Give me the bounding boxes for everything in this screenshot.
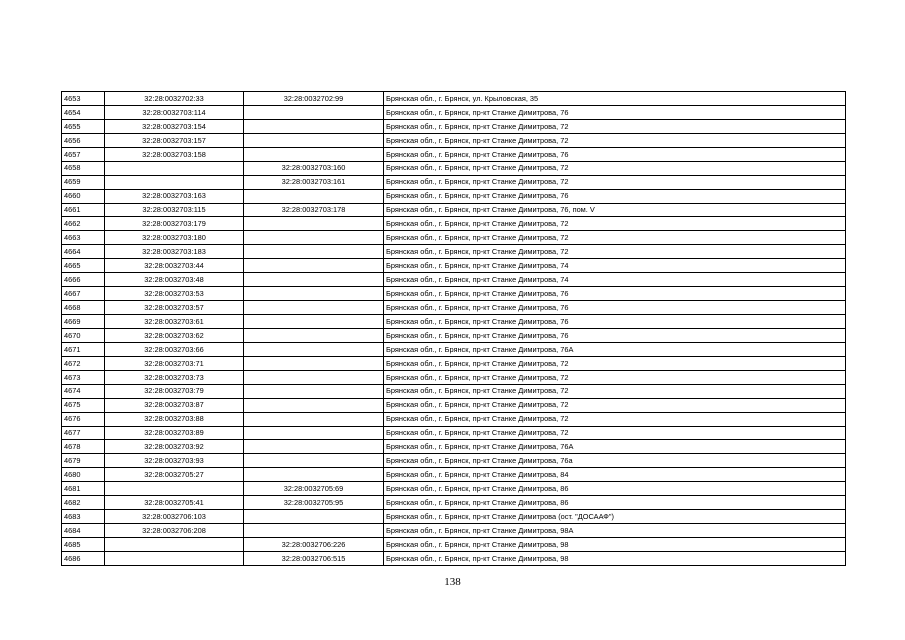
cadastral-number-cell: 32:28:0032705:95 <box>244 496 384 510</box>
cadastral-number-cell <box>244 342 384 356</box>
row-number-cell: 4662 <box>62 217 105 231</box>
address-cell: Брянская обл., г. Брянск, пр-кт Станке Димитрова, 72 <box>384 356 846 370</box>
row-number-cell: 4676 <box>62 412 105 426</box>
row-number-cell: 4685 <box>62 538 105 552</box>
address-cell: Брянская обл., г. Брянск, пр-кт Станке Димитрова, 84 <box>384 468 846 482</box>
address-cell: Брянская обл., г. Брянск, пр-кт Станке Димитрова, 86 <box>384 482 846 496</box>
address-cell: Брянская обл., г. Брянск, ул. Крыловская, 35 <box>384 92 846 106</box>
cadastral-number-cell <box>244 356 384 370</box>
cadastral-number-cell: 32:28:0032703:66 <box>105 342 244 356</box>
page-number: 138 <box>444 576 461 588</box>
cadastral-number-cell <box>244 524 384 538</box>
table-row <box>62 538 846 552</box>
cadastral-number-cell <box>244 398 384 412</box>
address-cell: Брянская обл., г. Брянск, пр-кт Станке Димитрова, 72 <box>384 231 846 245</box>
row-number-cell: 4664 <box>62 245 105 259</box>
row-number-cell: 4656 <box>62 133 105 147</box>
cadastral-table <box>61 91 846 566</box>
cadastral-number-cell: 32:28:0032703:158 <box>105 147 244 161</box>
cadastral-number-cell: 32:28:0032703:92 <box>105 440 244 454</box>
address-cell: Брянская обл., г. Брянск, пр-кт Станке Димитрова, 72 <box>384 217 846 231</box>
address-cell: Брянская обл., г. Брянск, пр-кт Станке Димитрова, 72 <box>384 370 846 384</box>
row-number-cell: 4679 <box>62 454 105 468</box>
cadastral-number-cell <box>244 301 384 315</box>
address-cell: Брянская обл., г. Брянск, пр-кт Станке Димитрова, 76 <box>384 105 846 119</box>
cadastral-number-cell: 32:28:0032703:73 <box>105 370 244 384</box>
address-cell: Брянская обл., г. Брянск, пр-кт Станке Димитрова, 74 <box>384 273 846 287</box>
row-number-cell: 4663 <box>62 231 105 245</box>
cadastral-number-cell <box>244 510 384 524</box>
cadastral-number-cell: 32:28:0032703:114 <box>105 105 244 119</box>
cadastral-number-cell: 32:28:0032703:178 <box>244 203 384 217</box>
table-row <box>62 524 846 538</box>
cadastral-number-cell <box>244 315 384 329</box>
table-row <box>62 92 846 106</box>
cadastral-number-cell: 32:28:0032702:33 <box>105 92 244 106</box>
address-cell: Брянская обл., г. Брянск, пр-кт Станке Димитрова, 86 <box>384 496 846 510</box>
row-number-cell: 4659 <box>62 175 105 189</box>
cadastral-number-cell <box>244 287 384 301</box>
cadastral-number-cell <box>244 245 384 259</box>
cadastral-number-cell <box>244 412 384 426</box>
address-cell: Брянская обл., г. Брянск, пр-кт Станке Димитрова, 76 <box>384 147 846 161</box>
address-cell: Брянская обл., г. Брянск, пр-кт Станке Димитрова, 76 <box>384 328 846 342</box>
table-row <box>62 440 846 454</box>
table-row <box>62 384 846 398</box>
row-number-cell: 4681 <box>62 482 105 496</box>
cadastral-number-cell: 32:28:0032703:87 <box>105 398 244 412</box>
cadastral-number-cell: 32:28:0032703:48 <box>105 273 244 287</box>
cadastral-number-cell: 32:28:0032703:163 <box>105 189 244 203</box>
cadastral-number-cell: 32:28:0032702:99 <box>244 92 384 106</box>
cadastral-number-cell: 32:28:0032703:179 <box>105 217 244 231</box>
table-row <box>62 482 846 496</box>
cadastral-number-cell <box>105 161 244 175</box>
cadastral-number-cell <box>244 440 384 454</box>
table-row <box>62 203 846 217</box>
cadastral-number-cell <box>244 426 384 440</box>
address-cell: Брянская обл., г. Брянск, пр-кт Станке Димитрова, 76, пом. V <box>384 203 846 217</box>
address-cell: Брянская обл., г. Брянск, пр-кт Станке Димитрова, 72 <box>384 398 846 412</box>
cadastral-number-cell <box>244 147 384 161</box>
table-row <box>62 231 846 245</box>
cadastral-number-cell: 32:28:0032706:103 <box>105 510 244 524</box>
cadastral-number-cell: 32:28:0032703:180 <box>105 231 244 245</box>
cadastral-number-cell <box>244 119 384 133</box>
row-number-cell: 4657 <box>62 147 105 161</box>
table-row <box>62 245 846 259</box>
cadastral-number-cell <box>244 133 384 147</box>
table-row <box>62 161 846 175</box>
cadastral-number-cell <box>244 189 384 203</box>
cadastral-number-cell: 32:28:0032703:160 <box>244 161 384 175</box>
cadastral-number-cell: 32:28:0032703:161 <box>244 175 384 189</box>
address-cell: Брянская обл., г. Брянск, пр-кт Станке Димитрова, 72 <box>384 161 846 175</box>
address-cell: Брянская обл., г. Брянск, пр-кт Станке Димитрова, 74 <box>384 259 846 273</box>
table-row <box>62 356 846 370</box>
table-row <box>62 454 846 468</box>
cadastral-number-cell: 32:28:0032703:89 <box>105 426 244 440</box>
table-row <box>62 468 846 482</box>
row-number-cell: 4674 <box>62 384 105 398</box>
row-number-cell: 4682 <box>62 496 105 510</box>
cadastral-number-cell <box>244 259 384 273</box>
address-cell: Брянская обл., г. Брянск, пр-кт Станке Димитрова, 98 <box>384 551 846 565</box>
address-cell: Брянская обл., г. Брянск, пр-кт Станке Димитрова, 98А <box>384 524 846 538</box>
cadastral-number-cell <box>244 370 384 384</box>
cadastral-number-cell: 32:28:0032705:27 <box>105 468 244 482</box>
address-cell: Брянская обл., г. Брянск, пр-кт Станке Димитрова, 72 <box>384 245 846 259</box>
cadastral-number-cell <box>244 328 384 342</box>
table-row <box>62 510 846 524</box>
cadastral-number-cell: 32:28:0032703:71 <box>105 356 244 370</box>
cadastral-number-cell: 32:28:0032706:226 <box>244 538 384 552</box>
row-number-cell: 4683 <box>62 510 105 524</box>
cadastral-number-cell: 32:28:0032706:515 <box>244 551 384 565</box>
address-cell: Брянская обл., г. Брянск, пр-кт Станке Димитрова, 72 <box>384 412 846 426</box>
address-cell: Брянская обл., г. Брянск, пр-кт Станке Димитрова, 72 <box>384 175 846 189</box>
address-cell: Брянская обл., г. Брянск, пр-кт Станке Димитрова, 72 <box>384 133 846 147</box>
cadastral-number-cell: 32:28:0032703:183 <box>105 245 244 259</box>
cadastral-number-cell: 32:28:0032703:53 <box>105 287 244 301</box>
cadastral-number-cell <box>244 468 384 482</box>
table-row <box>62 105 846 119</box>
address-cell: Брянская обл., г. Брянск, пр-кт Станке Димитрова, 76а <box>384 454 846 468</box>
row-number-cell: 4671 <box>62 342 105 356</box>
address-cell: Брянская обл., г. Брянск, пр-кт Станке Димитрова, 72 <box>384 119 846 133</box>
cadastral-number-cell: 32:28:0032703:93 <box>105 454 244 468</box>
row-number-cell: 4654 <box>62 105 105 119</box>
cadastral-number-cell <box>244 454 384 468</box>
row-number-cell: 4658 <box>62 161 105 175</box>
row-number-cell: 4670 <box>62 328 105 342</box>
table-row <box>62 342 846 356</box>
row-number-cell: 4677 <box>62 426 105 440</box>
cadastral-number-cell: 32:28:0032703:154 <box>105 119 244 133</box>
cadastral-number-cell: 32:28:0032703:57 <box>105 301 244 315</box>
row-number-cell: 4673 <box>62 370 105 384</box>
cadastral-table-body <box>62 92 846 566</box>
cadastral-number-cell: 32:28:0032703:44 <box>105 259 244 273</box>
row-number-cell: 4655 <box>62 119 105 133</box>
table-row <box>62 119 846 133</box>
cadastral-number-cell <box>105 538 244 552</box>
address-cell: Брянская обл., г. Брянск, пр-кт Станке Димитрова, 72 <box>384 384 846 398</box>
address-cell: Брянская обл., г. Брянск, пр-кт Станке Димитрова, 98 <box>384 538 846 552</box>
cadastral-number-cell: 32:28:0032703:88 <box>105 412 244 426</box>
table-row <box>62 287 846 301</box>
address-cell: Брянская обл., г. Брянск, пр-кт Станке Димитрова, 72 <box>384 426 846 440</box>
row-number-cell: 4660 <box>62 189 105 203</box>
cadastral-number-cell <box>244 273 384 287</box>
cadastral-number-cell <box>105 482 244 496</box>
row-number-cell: 4686 <box>62 551 105 565</box>
row-number-cell: 4665 <box>62 259 105 273</box>
address-cell: Брянская обл., г. Брянск, пр-кт Станке Димитрова, 76 <box>384 301 846 315</box>
table-row <box>62 551 846 565</box>
table-row <box>62 217 846 231</box>
row-number-cell: 4684 <box>62 524 105 538</box>
table-row <box>62 426 846 440</box>
row-number-cell: 4661 <box>62 203 105 217</box>
cadastral-number-cell: 32:28:0032703:115 <box>105 203 244 217</box>
table-row <box>62 259 846 273</box>
address-cell: Брянская обл., г. Брянск, пр-кт Станке Димитрова (ост. "ДОСААФ") <box>384 510 846 524</box>
table-row <box>62 412 846 426</box>
table-row <box>62 328 846 342</box>
row-number-cell: 4672 <box>62 356 105 370</box>
address-cell: Брянская обл., г. Брянск, пр-кт Станке Димитрова, 76 <box>384 189 846 203</box>
cadastral-number-cell <box>244 231 384 245</box>
cadastral-number-cell: 32:28:0032703:79 <box>105 384 244 398</box>
row-number-cell: 4666 <box>62 273 105 287</box>
cadastral-number-cell: 32:28:0032705:69 <box>244 482 384 496</box>
cadastral-number-cell: 32:28:0032703:157 <box>105 133 244 147</box>
table-row <box>62 370 846 384</box>
row-number-cell: 4675 <box>62 398 105 412</box>
table-row <box>62 189 846 203</box>
address-cell: Брянская обл., г. Брянск, пр-кт Станке Димитрова, 76А <box>384 342 846 356</box>
cadastral-number-cell <box>244 384 384 398</box>
cadastral-number-cell: 32:28:0032703:62 <box>105 328 244 342</box>
address-cell: Брянская обл., г. Брянск, пр-кт Станке Димитрова, 76А <box>384 440 846 454</box>
table-row <box>62 147 846 161</box>
cadastral-number-cell <box>244 105 384 119</box>
table-row <box>62 315 846 329</box>
row-number-cell: 4668 <box>62 301 105 315</box>
table-row <box>62 273 846 287</box>
table-row <box>62 133 846 147</box>
address-cell: Брянская обл., г. Брянск, пр-кт Станке Димитрова, 76 <box>384 315 846 329</box>
cadastral-number-cell <box>105 551 244 565</box>
cadastral-number-cell: 32:28:0032703:61 <box>105 315 244 329</box>
cadastral-number-cell <box>244 217 384 231</box>
row-number-cell: 4680 <box>62 468 105 482</box>
row-number-cell: 4667 <box>62 287 105 301</box>
table-row <box>62 175 846 189</box>
cadastral-number-cell <box>105 175 244 189</box>
row-number-cell: 4669 <box>62 315 105 329</box>
cadastral-number-cell: 32:28:0032706:208 <box>105 524 244 538</box>
table-row <box>62 398 846 412</box>
cadastral-number-cell: 32:28:0032705:41 <box>105 496 244 510</box>
row-number-cell: 4678 <box>62 440 105 454</box>
row-number-cell: 4653 <box>62 92 105 106</box>
address-cell: Брянская обл., г. Брянск, пр-кт Станке Димитрова, 76 <box>384 287 846 301</box>
table-row <box>62 301 846 315</box>
table-row <box>62 496 846 510</box>
